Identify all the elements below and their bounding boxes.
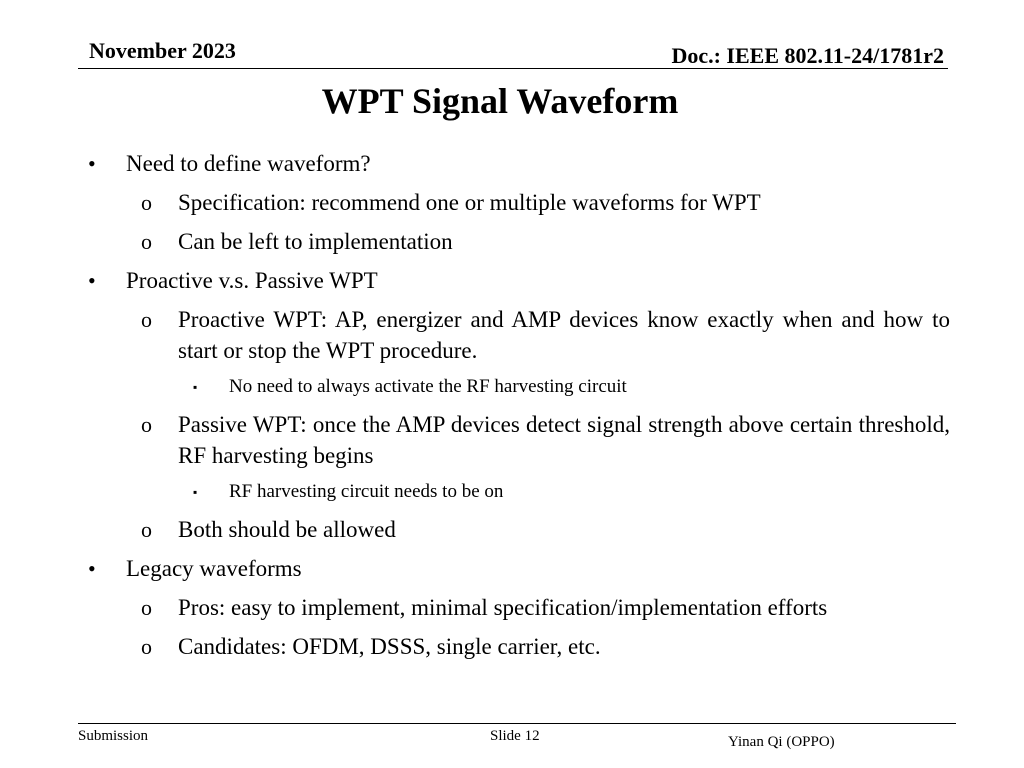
sub-bullet-item [80, 514, 950, 545]
bullet-text: Legacy waveforms [126, 556, 302, 581]
header-date: November 2023 [89, 38, 236, 63]
bullet-text: Specification: recommend one or multiple waveforms for WPT [178, 190, 761, 215]
footer-submission: Submission [78, 728, 149, 744]
bullet-marker: o [141, 634, 152, 659]
sub-bullet-item [80, 592, 950, 623]
bullet-marker: o [141, 190, 152, 215]
bullet-text: Pros: easy to implement, minimal specification/implementation efforts [178, 595, 828, 620]
bullet-text: Proactive v.s. Passive WPT [126, 268, 378, 293]
bullet-marker: o [141, 412, 152, 437]
sub-bullet-item [80, 304, 950, 366]
bullet-text: Can be left to implementation [178, 229, 453, 254]
bullet-marker: o [141, 307, 152, 332]
bullet-text: Need to define waveform? [126, 151, 371, 176]
bullet-marker: o [141, 229, 152, 254]
header-divider [78, 68, 948, 69]
bullet-item [80, 553, 950, 584]
slide-content [80, 148, 950, 670]
sub-bullet-item [80, 631, 950, 662]
header-doc-id: Doc.: IEEE 802.11-24/1781r2 [671, 43, 944, 68]
sub-sub-bullet-item [80, 479, 950, 505]
footer-divider [78, 723, 956, 724]
bullet-text: Proactive WPT: AP, energizer and AMP devices know exactly when and how to start or stop the WPT procedure. [178, 307, 950, 363]
sub-bullet-item [80, 226, 950, 257]
footer-slide-number: Slide 12 [490, 728, 540, 744]
bullet-text: Passive WPT: once the AMP devices detect signal strength above certain threshold, RF harvesting begins [178, 412, 950, 468]
slide-title: WPT Signal Waveform [321, 81, 679, 121]
bullet-text: RF harvesting circuit needs to be on [229, 481, 504, 502]
bullet-text: No need to always activate the RF harvesting circuit [229, 376, 627, 397]
bullet-item [80, 265, 950, 296]
bullet-item [80, 148, 950, 179]
footer-author: Yinan Qi (OPPO) [728, 734, 835, 750]
bullet-marker: o [141, 517, 152, 542]
bullet-marker: • [88, 151, 96, 176]
sub-sub-bullet-item [80, 374, 950, 400]
square-bullet-icon: ▪ [193, 380, 198, 394]
square-bullet-icon: ▪ [193, 485, 198, 499]
bullet-text: Both should be allowed [178, 517, 396, 542]
bullet-marker: • [88, 268, 96, 293]
bullet-marker: o [141, 595, 152, 620]
sub-bullet-item [80, 409, 950, 471]
sub-bullet-item [80, 187, 950, 218]
bullet-text: Candidates: OFDM, DSSS, single carrier, etc. [178, 634, 601, 659]
bullet-marker: • [88, 556, 96, 581]
